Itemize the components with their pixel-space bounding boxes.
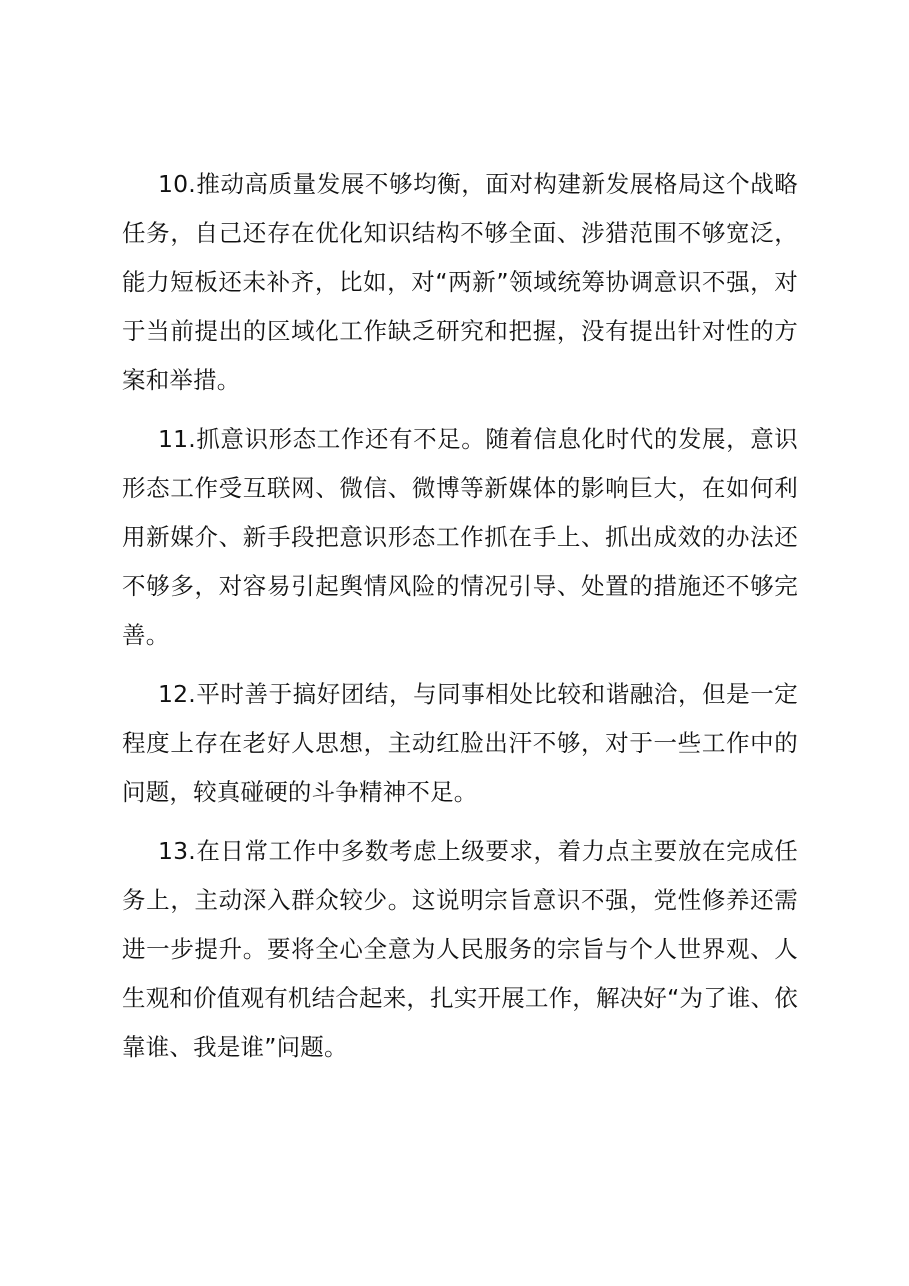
paragraph-13: 13.在日常工作中多数考虑上级要求，着力点主要放在完成任务上，主动深入群众较少。这说明宗旨意识不强，党性修养还需进一步提升。要将全心全意为人民服务的宗旨与个人世界观、人生观和价值观有机结合起来，扎实开展工作，解决好“为了谁、依靠谁、我是谁”问题。 (122, 837, 798, 1061)
paragraph-10: 10.推动高质量发展不够均衡，面对构建新发展格局这个战略任务，自己还存在优化知识结构不够全面、涉猎范围不够宽泛，能力短板还未补齐，比如，对“两新”领域统筹协调意识不强，对于当前提出的区域化工作缺乏研究和把握，没有提出针对性的方案和举措。 (122, 170, 798, 394)
document-body (122, 160, 798, 1082)
paragraph-12: 12.平时善于搞好团结，与同事相处比较和谐融洽，但是一定程度上存在老好人思想，主动红脸出汗不够，对于一些工作中的问题，较真碰硬的斗争精神不足。 (122, 680, 798, 806)
paragraph-11: 11.抓意识形态工作还有不足。随着信息化时代的发展，意识形态工作受互联网、微信、微博等新媒体的影响巨大，在如何利用新媒介、新手段把意识形态工作抓在手上、抓出成效的办法还不够多，对容易引起舆情风险的情况引导、处置的措施还不够完善。 (122, 425, 798, 649)
